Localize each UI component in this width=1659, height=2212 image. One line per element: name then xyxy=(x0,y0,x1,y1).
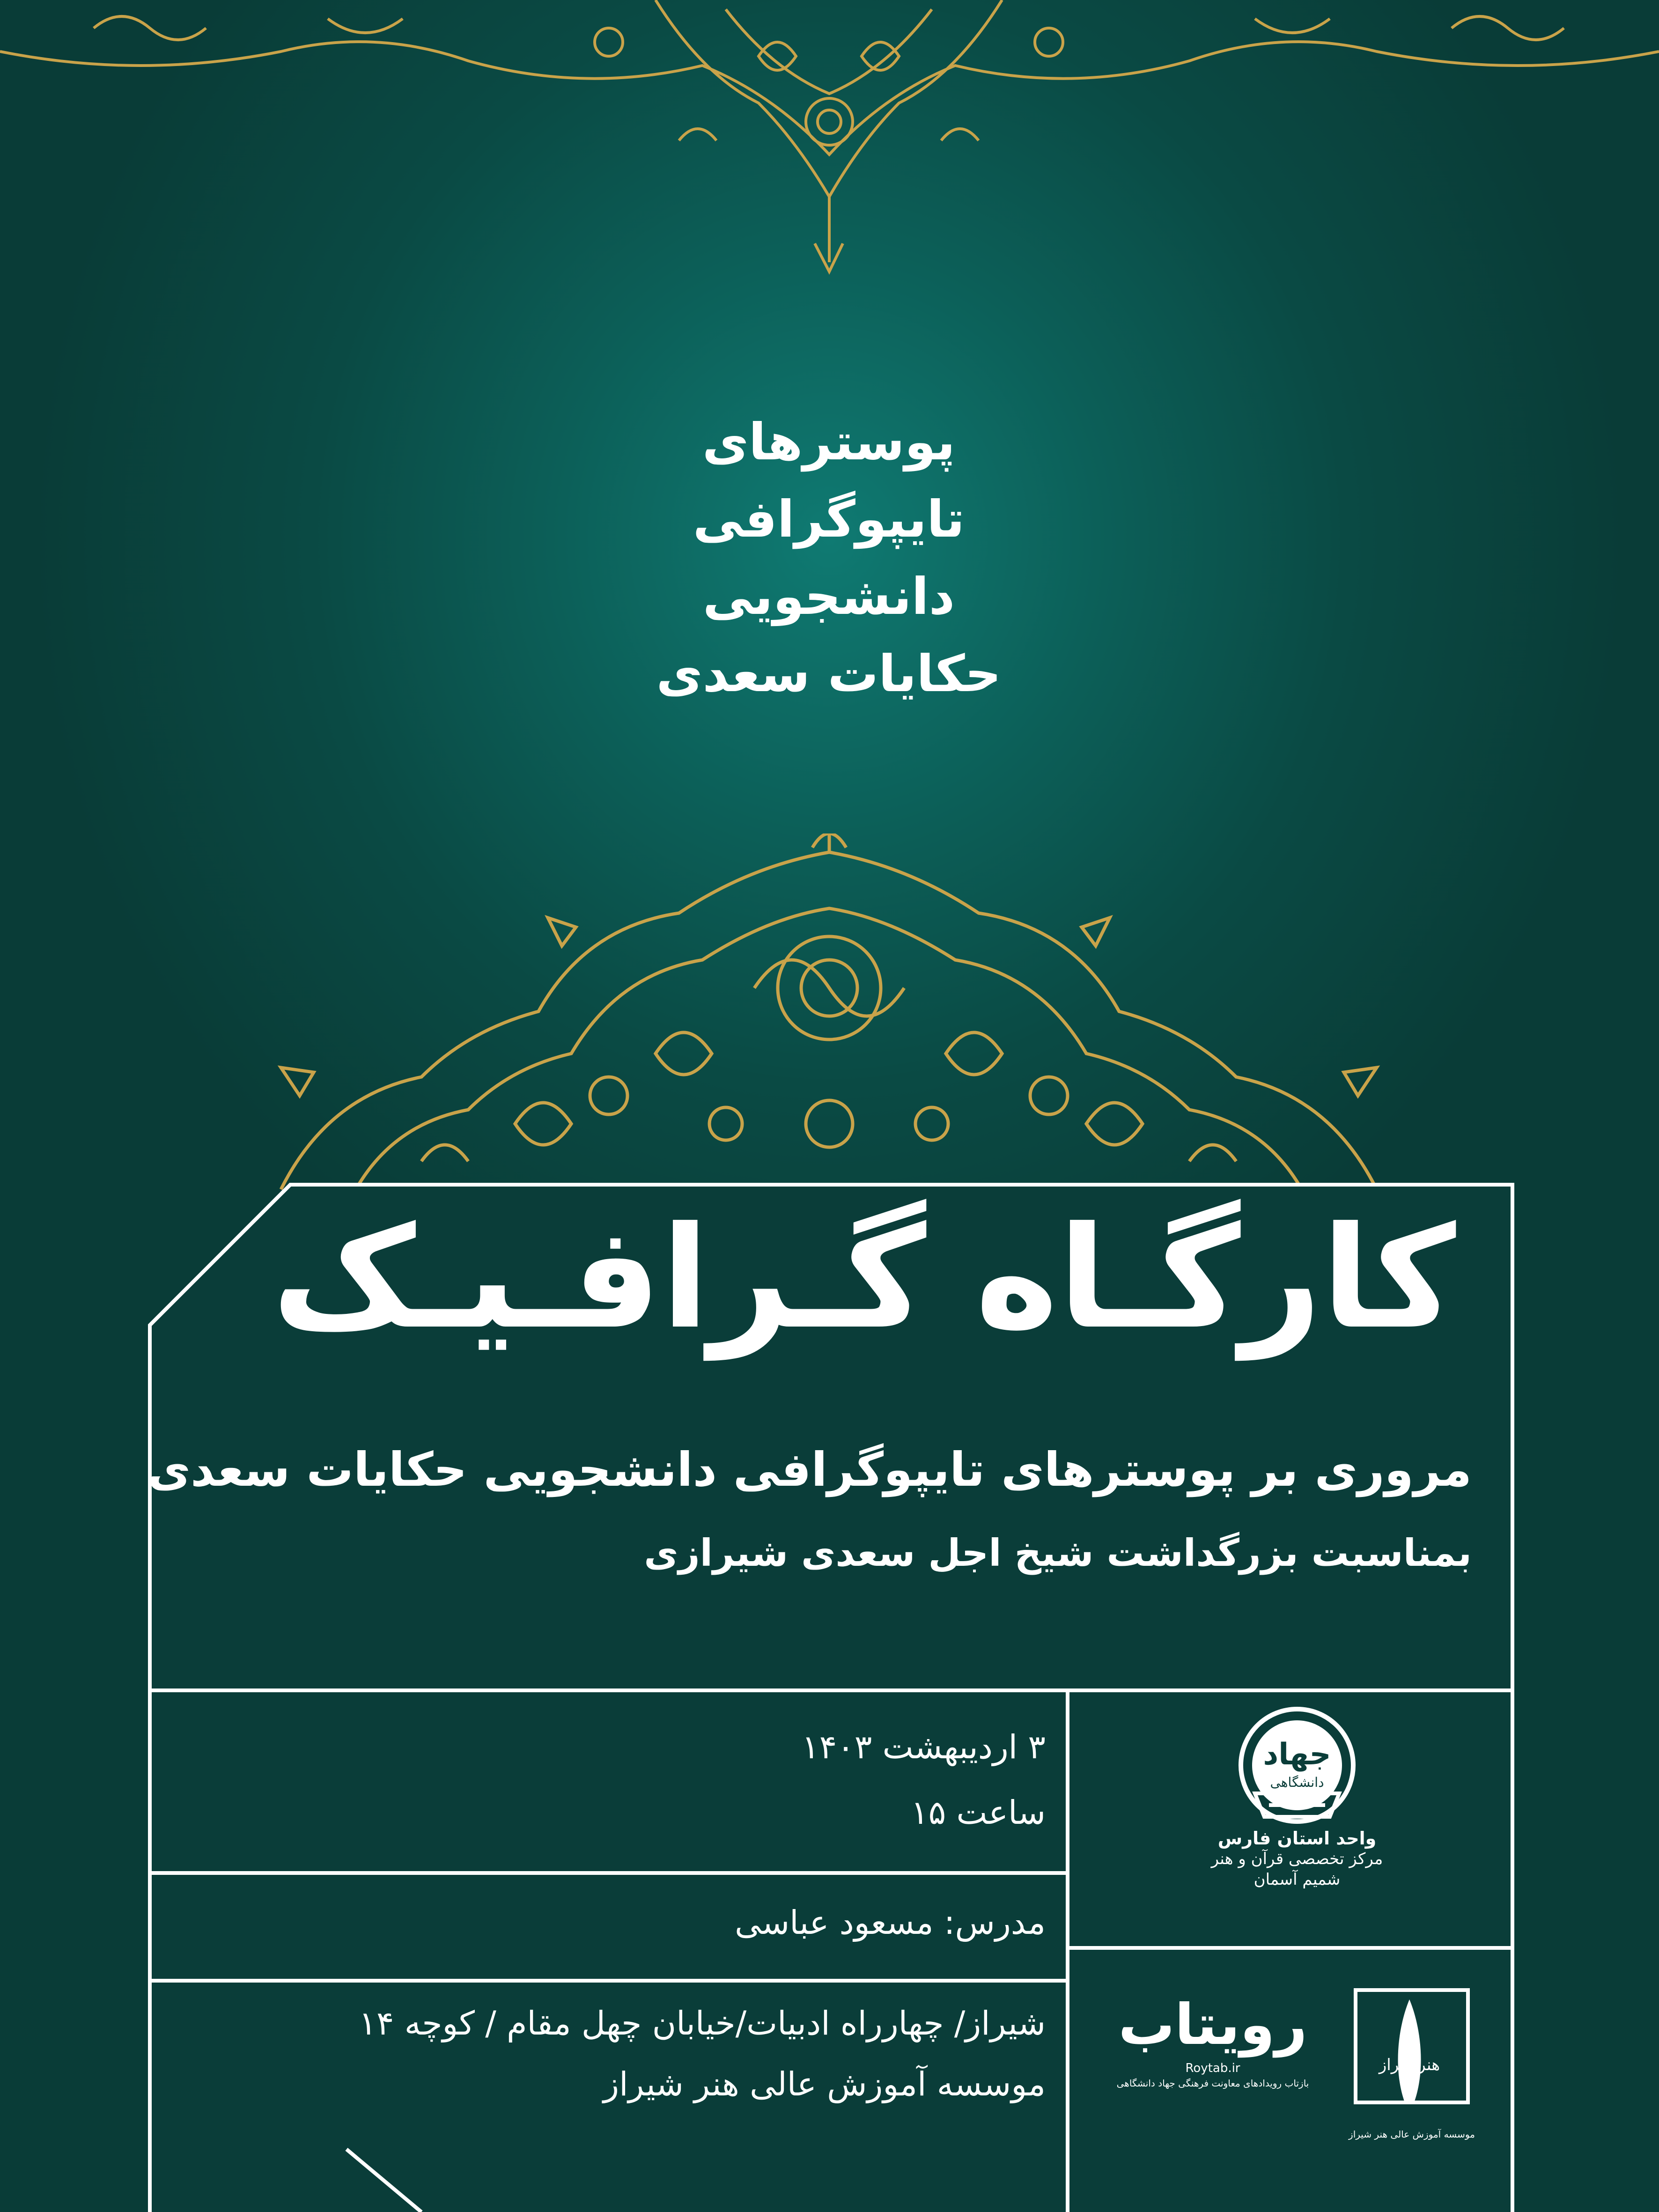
instructor-text: مدرس: مسعود عباسی xyxy=(735,1903,1046,1942)
top-title-line-4: حکایات سعدی xyxy=(656,645,1002,703)
top-title-line-1: پوسترهای xyxy=(702,413,956,472)
jahad-badge-title: جهاد xyxy=(1263,1737,1331,1772)
roytab-wordmark: رویتاب xyxy=(1118,1992,1307,2057)
jahad-logo-block xyxy=(1199,1704,1395,1890)
occasion-line: بمناسبت بزرگداشت شیخ اجل سعدی شیرازی xyxy=(644,1531,1472,1575)
roytab-logo-block xyxy=(1114,1990,1311,2090)
roytab-site: Roytab.ir xyxy=(1185,2061,1240,2075)
art-institute-tagline: موسسه آموزش عالی هنر شیراز xyxy=(1349,2129,1475,2140)
jahad-badge-subtitle: دانشگاهی xyxy=(1270,1775,1324,1790)
venue-text: موسسه آموزش عالی هنر شیراز xyxy=(603,2065,1046,2103)
address-text: شیراز/ چهارراه ادبیات/خیابان چهل مقام / کوچه ۱۴ xyxy=(359,2004,1046,2042)
subtitle: مروری بر پوسترهای تایپوگرافی دانشجویی حکایات سعدی xyxy=(147,1442,1472,1497)
top-title-line-3: دانشجویی xyxy=(702,568,955,626)
date-text: ۳ اردیبهشت ۱۴۰۳ xyxy=(802,1728,1046,1766)
time-text: ساعت ۱۵ xyxy=(911,1793,1046,1832)
roytab-tagline: بازتاب رویدادهای معاونت فرهنگی جهاد دانشگاهی xyxy=(1116,2078,1309,2089)
art-institute-name: هنرشیراز xyxy=(1379,2056,1440,2074)
art-institute-logo-block xyxy=(1349,1985,1475,2141)
main-title: کارگـاه گـرافـیـک xyxy=(272,1196,1456,1360)
jahad-caption-2: مرکز تخصصی قرآن و هنر xyxy=(1211,1850,1383,1868)
jahad-caption-3: شمیم آسمان xyxy=(1253,1870,1341,1889)
top-title-line-2: تایپوگرافی xyxy=(693,490,965,549)
jahad-caption-1: واحد استان فارس xyxy=(1217,1828,1377,1849)
